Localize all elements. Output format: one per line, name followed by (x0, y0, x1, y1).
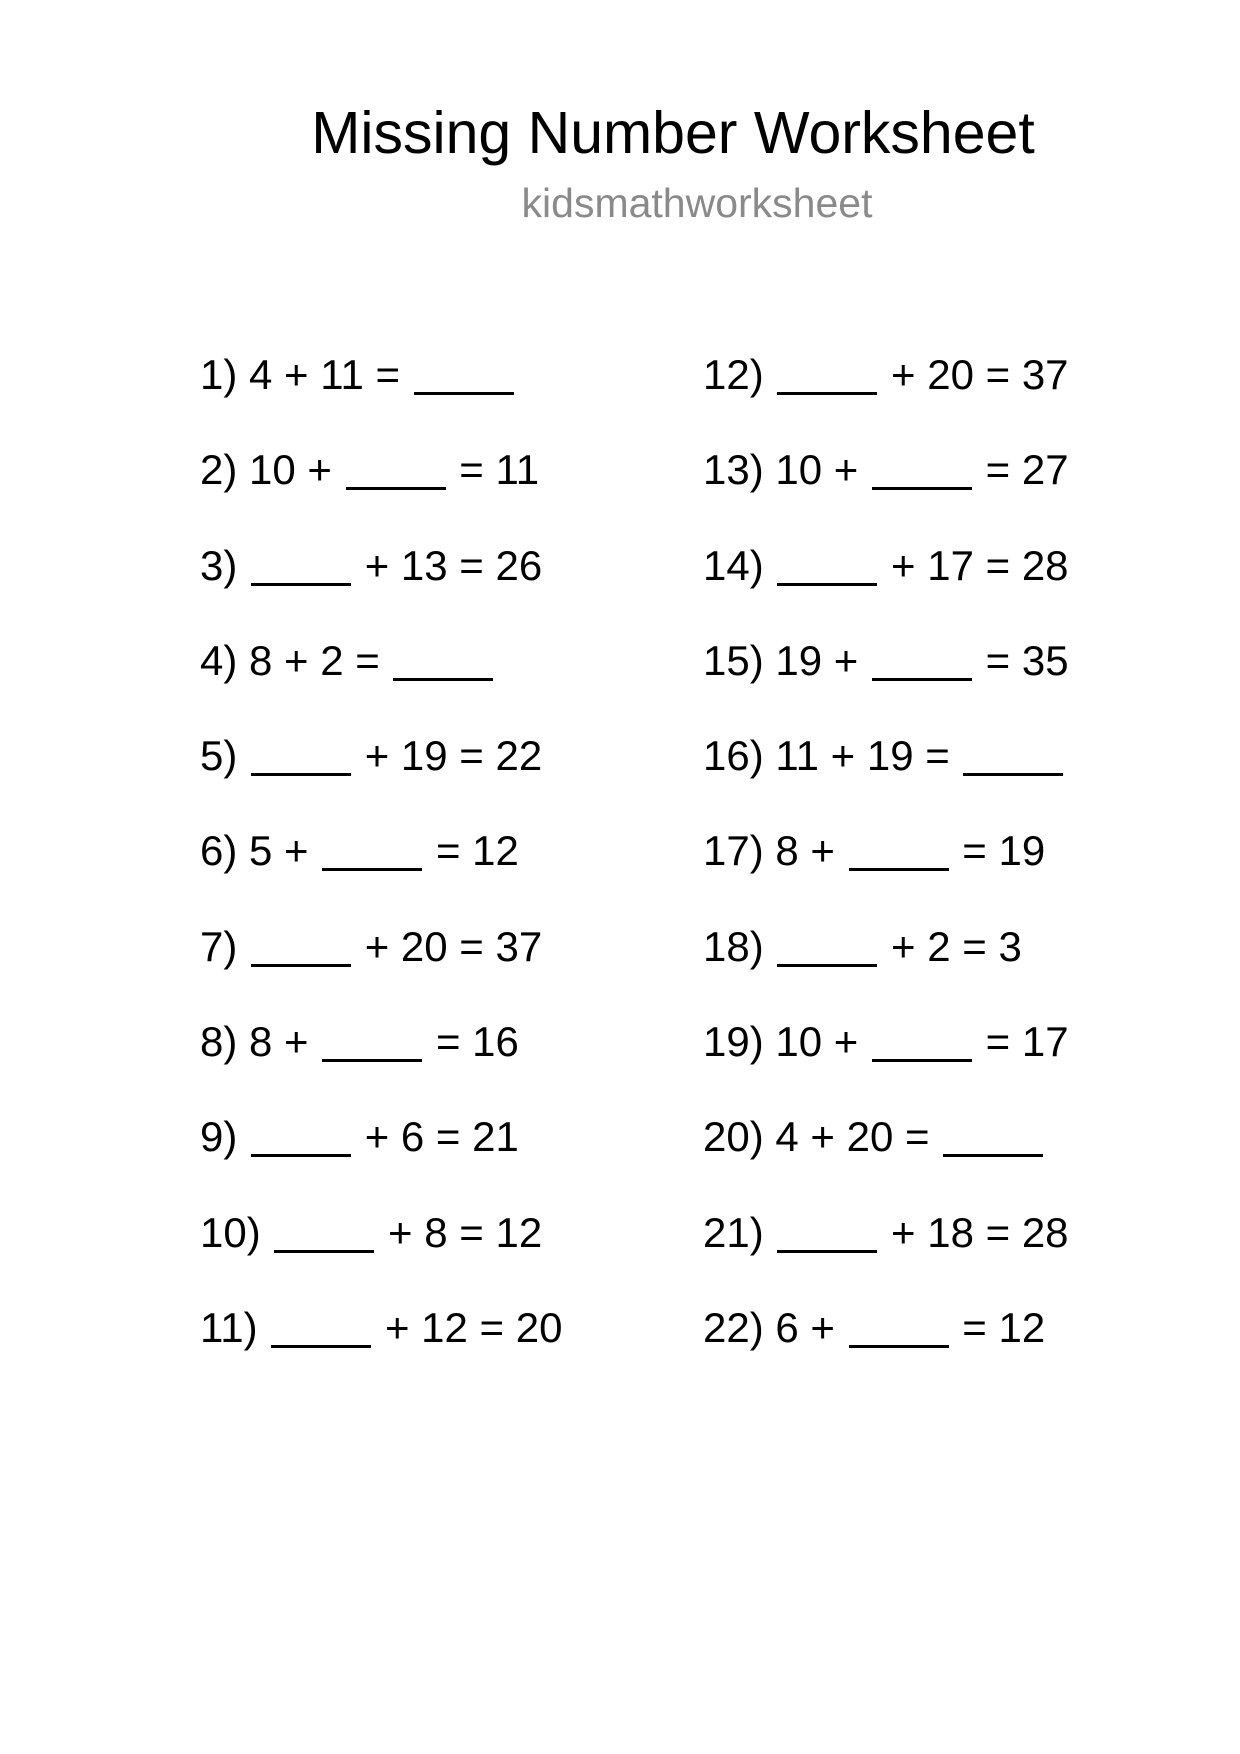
answer-blank[interactable] (872, 487, 972, 490)
problem-item (200, 1017, 562, 1112)
problem-expression-after: + 2 = 3 (891, 922, 1022, 970)
problem-item (200, 541, 562, 636)
problem-expression-after: + 19 = 22 (364, 732, 543, 780)
answer-blank[interactable] (849, 868, 949, 871)
problem-number: 3) (200, 541, 238, 589)
problems-left-column (200, 350, 562, 1398)
worksheet-subtitle: kidsmathworksheet (521, 180, 873, 226)
problem-item (703, 350, 1069, 445)
problem-number: 12) (703, 351, 764, 398)
problem-item (703, 541, 1069, 636)
problem-expression-before: 8 + (775, 827, 835, 875)
answer-blank[interactable] (346, 487, 446, 490)
answer-blank[interactable] (849, 1345, 949, 1348)
problem-expression-after: + 17 = 28 (891, 541, 1069, 589)
problem-number: 17) (703, 827, 764, 875)
problem-item (703, 731, 1069, 826)
problem-item (200, 1112, 562, 1207)
problem-number: 16) (703, 732, 764, 780)
answer-blank[interactable] (414, 392, 514, 395)
answer-blank[interactable] (777, 583, 877, 586)
problem-expression-after: + 8 = 12 (388, 1208, 543, 1256)
problem-number: 20) (703, 1113, 764, 1161)
answer-blank[interactable] (274, 1250, 374, 1253)
problem-number: 6) (200, 827, 238, 875)
problem-item (703, 826, 1069, 921)
problem-expression-before: 8 + 2 = (249, 636, 380, 684)
problem-expression-after: = 12 (435, 827, 519, 875)
problem-expression-before: 11 + 19 = (775, 732, 950, 780)
answer-blank[interactable] (251, 583, 351, 586)
problem-expression-before: 10 + (249, 446, 332, 494)
problem-item (200, 1303, 562, 1398)
problem-expression-before: 5 + (249, 827, 309, 875)
problem-item (200, 922, 562, 1017)
answer-blank[interactable] (777, 392, 877, 395)
problem-item (200, 350, 562, 445)
problem-expression-before: 4 + 11 = (249, 351, 401, 398)
problem-item (200, 636, 562, 731)
problem-expression-before: 10 + (775, 1018, 859, 1066)
problem-number: 19) (703, 1018, 764, 1066)
problem-item (200, 826, 562, 921)
problem-number: 5) (200, 732, 238, 780)
problem-item (200, 1208, 562, 1303)
problem-number: 7) (200, 922, 238, 970)
problem-number: 21) (703, 1208, 764, 1256)
problem-expression-after: = 16 (435, 1018, 519, 1066)
problem-expression-after: = 12 (962, 1303, 1046, 1351)
answer-blank[interactable] (251, 1154, 351, 1157)
problem-expression-after: + 20 = 37 (891, 351, 1069, 398)
problem-item (200, 445, 562, 540)
problem-item (703, 445, 1069, 540)
answer-blank[interactable] (777, 964, 877, 967)
problem-item (703, 1112, 1069, 1207)
problem-number: 1) (200, 351, 238, 398)
problem-expression-before: 8 + (249, 1018, 309, 1066)
answer-blank[interactable] (777, 1250, 877, 1253)
problem-number: 11) (200, 1303, 258, 1351)
problem-item (703, 1208, 1069, 1303)
answer-blank[interactable] (271, 1345, 371, 1348)
answer-blank[interactable] (872, 678, 972, 681)
answer-blank[interactable] (251, 773, 351, 776)
problems-right-column (703, 350, 1069, 1398)
problem-number: 9) (200, 1113, 238, 1161)
answer-blank[interactable] (963, 773, 1063, 776)
problem-item (703, 1017, 1069, 1112)
problem-expression-before: 4 + 20 = (775, 1113, 930, 1161)
problem-item (703, 922, 1069, 1017)
problem-number: 4) (200, 636, 238, 684)
worksheet-title: Missing Number Worksheet (311, 100, 1035, 166)
problem-expression-after: + 20 = 37 (364, 922, 543, 970)
problem-expression-after: = 11 (459, 446, 540, 494)
answer-blank[interactable] (322, 1059, 422, 1062)
problem-expression-after: + 13 = 26 (364, 541, 543, 589)
problem-number: 8) (200, 1018, 238, 1066)
problem-number: 13) (703, 446, 764, 494)
answer-blank[interactable] (322, 868, 422, 871)
problem-expression-before: 10 + (775, 446, 859, 494)
problem-number: 15) (703, 636, 764, 684)
problem-item (200, 731, 562, 826)
problem-number: 18) (703, 922, 764, 970)
problem-number: 22) (703, 1303, 764, 1351)
problem-item (703, 636, 1069, 731)
answer-blank[interactable] (251, 964, 351, 967)
problem-expression-after: = 19 (962, 827, 1046, 875)
problem-item (703, 1303, 1069, 1398)
problem-number: 2) (200, 446, 238, 494)
problem-expression-after: + 6 = 21 (364, 1113, 519, 1161)
problem-expression-before: 6 + (775, 1303, 835, 1351)
problem-expression-before: 19 + (775, 636, 859, 684)
problem-expression-after: = 17 (985, 1018, 1069, 1066)
problem-expression-after: + 18 = 28 (891, 1208, 1069, 1256)
problem-number: 10) (200, 1208, 261, 1256)
answer-blank[interactable] (393, 678, 493, 681)
problem-expression-after: + 12 = 20 (384, 1303, 563, 1351)
answer-blank[interactable] (943, 1154, 1043, 1157)
problem-number: 14) (703, 541, 764, 589)
answer-blank[interactable] (872, 1059, 972, 1062)
problem-expression-after: = 27 (985, 446, 1069, 494)
problem-expression-after: = 35 (985, 636, 1069, 684)
